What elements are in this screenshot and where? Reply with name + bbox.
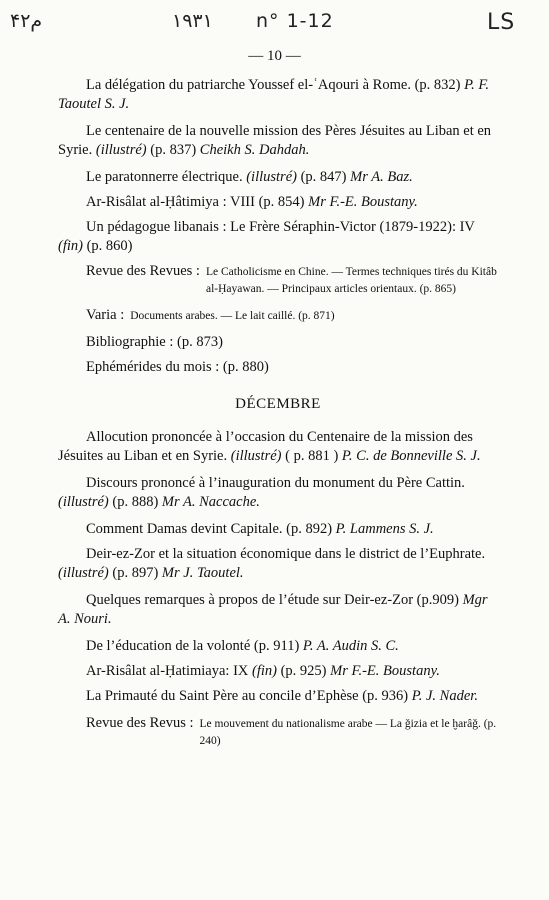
revue-des-revues — [58, 262, 498, 298]
entry-title: Allocution prononcée à l’occasion du Centenaire de la mission des Jésuites au Liban et en Syrie. — [58, 429, 473, 464]
entry-illustre: (illustré) — [58, 565, 109, 581]
entry-page-ref: (p. 925) — [280, 663, 327, 679]
entry-illustre: (illustré) — [230, 448, 282, 464]
toc-entry — [58, 428, 498, 466]
entry-title: Comment Damas devint Capitale. (p. 892) — [86, 521, 333, 537]
entry-title: De l’éducation de la volonté (p. 911) — [86, 638, 300, 654]
entry-author: P. C. de Bonneville S. J. — [341, 448, 481, 464]
toc-entry — [58, 591, 498, 629]
entry-page-ref: (p. 897) — [112, 565, 159, 581]
entry-title: Quelques remarques à propos de l’étude sur Deir-ez-Zor (p.909) — [86, 592, 459, 608]
varia — [58, 306, 498, 325]
entry-page-ref: (p. 837) — [150, 142, 197, 158]
entry-author: Mr J. Taoutel. — [161, 565, 244, 581]
entry-illustre: (illustré) — [95, 142, 147, 158]
entry-title: Le centenaire de la nouvelle mission des Pères Jésuites au Liban et en Syrie. — [58, 123, 492, 158]
page-number: — 10 — — [248, 48, 301, 64]
entry-title: Discours prononcé à l’inauguration du monument du Père Cattin. — [86, 475, 465, 491]
handwritten-note-2: ١٩٣١ — [172, 10, 213, 32]
varia-label: Varia : — [86, 307, 125, 323]
toc-entry — [58, 474, 498, 512]
entry-illustre: (illustré) — [58, 494, 109, 510]
revue-label: Revue des Revus : — [86, 715, 194, 731]
toc-entry — [58, 122, 498, 160]
entry-page-ref: (p. 847) — [300, 169, 347, 185]
toc-entry — [58, 662, 498, 681]
entry-author: Mr F.-E. Boustany. — [308, 194, 418, 210]
entry-author: Mr A. Baz. — [350, 169, 413, 185]
entry-author: P. A. Audin S. C. — [302, 638, 399, 654]
entry-author: Mr F.-E. Boustany. — [330, 663, 440, 679]
entry-page-ref: (p. 888) — [112, 494, 159, 510]
entry-page-ref: ( p. 881 ) — [285, 448, 339, 464]
entry-title: La Primauté du Saint Père au concile d’Ephèse (p. 936) — [86, 688, 409, 704]
toc-entry — [58, 218, 498, 256]
handwritten-note-1: م۴۲ — [10, 10, 43, 32]
handwritten-note-3: n° 1-12 — [256, 10, 334, 32]
entry-title: La délégation du patriarche Youssef el-ʿAqouri à Rome. (p. 832) — [86, 77, 461, 93]
revue-text: Le mouvement du nationalisme arabe — La ǧizia et le ḫarâǧ. (p. 240) — [199, 718, 497, 747]
toc-entry — [58, 687, 498, 706]
entry-fin: (fin) — [58, 238, 83, 254]
toc-entry — [58, 637, 498, 656]
entry-title: Deir-ez-Zor et la situation économique dans le district de l’Euphrate. — [86, 546, 486, 562]
toc-entry — [58, 545, 498, 583]
ephemerides: Ephémérides du mois : (p. 880) — [86, 359, 269, 375]
table-of-contents — [58, 76, 498, 758]
section-title: DÉCEMBRE — [235, 396, 321, 412]
revue-text: Le Catholicisme en Chine. — Termes techniques tirés du Kitâb al-Ḥayawan. — Principaux articles orientaux. (p. 865) — [205, 266, 497, 295]
handwritten-note-4: LS — [487, 10, 516, 35]
entry-author: Mgr A. Nouri. — [58, 592, 488, 627]
varia-text: Documents arabes. — Le lait caillé. (p. 871) — [130, 310, 335, 322]
entry-title: Ar-Risâlat al-Ḥâtimiya : VIII (p. 854) — [86, 194, 305, 210]
entry-title: Un pédagogue libanais : Le Frère Séraphin-Victor (1879-1922): IV — [86, 219, 475, 235]
entry-page-ref: (p. 860) — [86, 238, 133, 254]
toc-entry — [58, 193, 498, 212]
entry-author: P. Lammens S. J. — [335, 521, 434, 537]
entry-title: Ar-Risâlat al-Ḥatimiaya: IX — [86, 663, 249, 679]
bibliographie: Bibliographie : (p. 873) — [86, 334, 223, 350]
toc-entry — [58, 520, 498, 539]
entry-fin: (fin) — [252, 663, 277, 679]
entry-title: Le paratonnerre électrique. — [86, 169, 243, 185]
entry-author: P. J. Nader. — [411, 688, 478, 704]
entry-author: P. F. Taoutel S. J. — [58, 77, 489, 112]
entry-author: Mr A. Naccache. — [161, 494, 260, 510]
entry-author: Cheikh S. Dahdah. — [199, 142, 310, 158]
revue-des-revues-december — [58, 714, 498, 750]
revue-label: Revue des Revues : — [86, 263, 200, 279]
toc-entry — [58, 168, 498, 187]
entry-illustre: (illustré) — [246, 169, 297, 185]
toc-entry — [58, 76, 498, 114]
